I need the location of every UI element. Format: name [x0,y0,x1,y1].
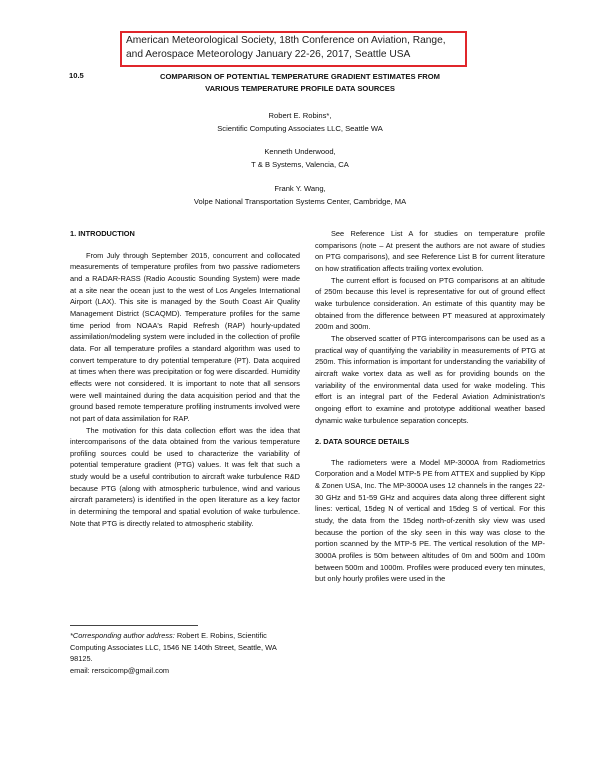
title-line-1: COMPARISON OF POTENTIAL TEMPERATURE GRADIENT ESTIMATES FROM [160,72,440,81]
footnote-text: Robert E. Robins, Scientific Computing Associates LLC, 1546 NE 140th Street, Seattle, WA 98125. [70,631,277,664]
section-heading-data-sources: 2. DATA SOURCE DETAILS [315,437,410,447]
title-line-2: VARIOUS TEMPERATURE PROFILE DATA SOURCES [205,84,395,93]
author-2 [100,145,500,171]
right-paragraph-3: The observed scatter of PTG intercomparisons can be used as a practical way of quantifying the variability in measurements of PTG at 250m. This information is important for understanding the variability of aircraft wake vortex data as well as for providing bounds on the variability of the environmental data used for wake modeling. This effort is an integral part of the Federal Aviation Administration's ongoing effort to examine and prototype additional weather based dynamic wake turbulence separation concepts. [315,333,545,425]
footnote-divider [70,625,198,626]
right-column [315,228,545,585]
right-paragraph-2: The current effort is focused on PTG comparisons at an altitude of 250m because this level is representative for out of ground effect wake turbulence consideration. An estimate of this quantity may be obtained from the difference between PT measured at approximately 200m and 300m. [315,275,545,332]
footnote [70,630,300,677]
author-affiliation: T & B Systems, Valencia, CA [251,160,349,169]
author-affiliation: Volpe National Transportation Systems Center, Cambridge, MA [193,197,407,206]
intro-paragraph-1: From July through September 2015, concurrent and collocated measurements of temperature profiles from two passive radiometers and a RADAR-RASS (Radio Acoustic Sounding System) were made at a site near the ocean just to the west of Los Angeles International Airport (LAX). This site is managed by the South Coast Air Quality Management District (SCAQMD). Temperature profiles for the same time period from NOAA's Rapid Refresh (RAP) hourly-updated assimilation/modeling system were included in the collection of profile data. For all temperature profiles a standard algorithm was used to convert temperature to dry potential temperature (PT). Data acquired at times when there was precipitation or fog were discarded. Humidity effects were not considered. It is important to note that all sensors were well maintained during the data acquisition period and that the ground based remote temperature profiling instruments involved were not part of data assimilation for RAP. [70,250,300,423]
author-3 [100,182,500,208]
section-heading-introduction: 1. INTRODUCTION [70,229,135,238]
conference-header: American Meteorological Society, 18th Conference on Aviation, Range, and Aerospace Meteorology January 22-26, 2017, Seattle USA [120,31,467,67]
footnote-lead: *Corresponding author address: [70,631,175,640]
author-name: Frank Y. Wang, [274,184,326,193]
footnote-email: email: rerscicomp@gmail.com [70,665,170,675]
author-name: Kenneth Underwood, [264,147,336,156]
right-paragraph-1: See Reference List A for studies on temperature profile comparisons (note – At present the authors are not aware of studies on PTG comparisons), and see Reference List B for current literature on how stratification affects trailing vortex evolution. [315,229,545,273]
author-1 [100,109,500,135]
paper-number: 10.5 [69,71,84,80]
author-name: Robert E. Robins*, [268,111,332,120]
paper-title [130,71,470,95]
intro-paragraph-2: The motivation for this data collection effort was the idea that intercomparisons of the data obtained from the various temperature profiling sources could be used to characterize the variability of potential temperature gradient (PTG) values. It was felt that such a study would be a useful contribution to aircraft wake turbulence R&D because PTG (along with atmospheric turbulence, wind and various aircraft parameters) is identified in the open literature as a key factor in determining the temporal and spatial evolution of wake turbulence. Note that PTG is directly related to atmospheric stability. [70,425,300,528]
data-paragraph-1: The radiometers were a Model MP-3000A from Radiometrics Corporation and a Model MTP-5 PE from ATTEX and supplied by Kipp & Zonen USA, Inc. The MP-3000A uses 12 channels in the ranges 22-30 GHz and 51-59 GHz and acquires data along three different sight lines: vertical, 15deg N of vertical and 15deg S of vertical. For this study, the data from the 15deg north-of-zenith sky view was used because the portion of the sky seen in this way was close to the portion scanned by the MTP-5 PE. The vertical resolution of the MP-3000A profiles is 50m between altitudes of 0m and 500m and 100m between 500m and 1000m. Profiles were produced every ten minutes, but only hourly profiles were used in the [315,457,545,584]
left-column [70,228,300,529]
author-affiliation: Scientific Computing Associates LLC, Seattle WA [217,124,383,133]
